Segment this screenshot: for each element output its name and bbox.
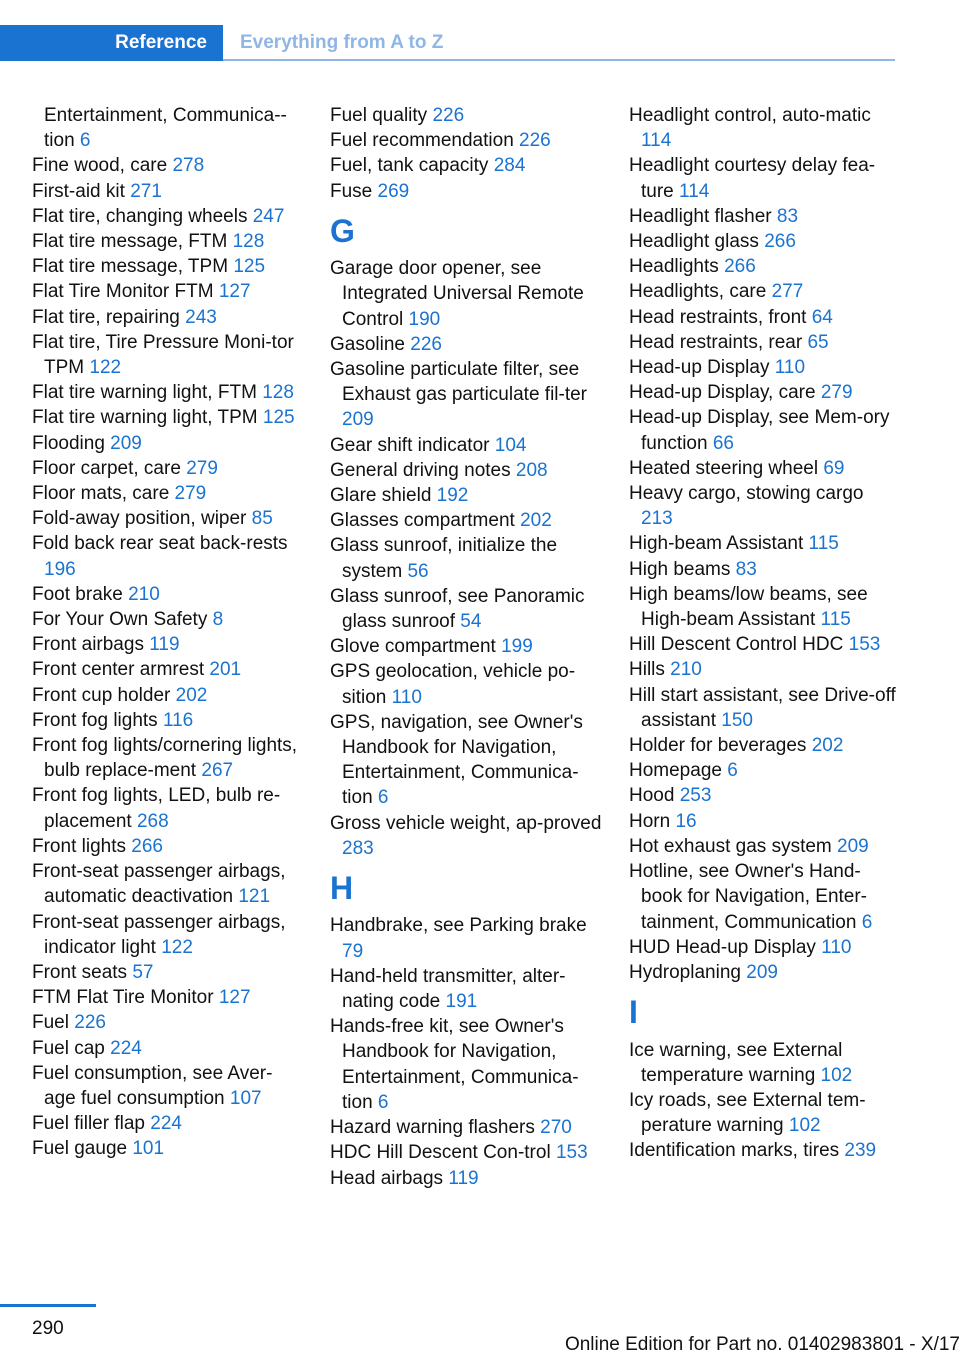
index-entry-text: Flat tire message, FTM [32,231,228,253]
index-entry-text: Gasoline particulate filter, see Exhaust gas particulate fil-ter [330,359,588,406]
index-entry-text: Front-seat passenger airbags, automatic deactivation [32,861,286,908]
index-entry [32,405,302,430]
index-entry [32,254,302,279]
index-entry-text: Foot brake [32,583,123,605]
index-entry [32,179,302,204]
index-page-link[interactable]: 153 [555,1142,588,1164]
index-entry-text: Head restraints, front [629,306,807,328]
index-entry-text: Fuel, tank capacity [330,155,489,177]
index-page-link[interactable]: 196 [44,558,76,580]
index-letter-heading: G [330,212,355,249]
index-page-link[interactable]: 266 [764,231,796,253]
index-entry [629,355,899,380]
index-entry-text: Headlight flasher [629,205,772,227]
index-page-link[interactable]: 202 [520,510,552,532]
index-entry-text: Front airbags [32,634,144,656]
index-entry [32,657,302,682]
index-entry [629,380,899,405]
index-entry-text: Fuel [32,1012,69,1034]
index-entry [330,128,605,153]
index-entry [32,1111,302,1136]
index-entry-text: For Your Own Safety [32,609,208,631]
index-page-link[interactable]: 6 [861,911,873,933]
index-entry [32,153,302,178]
index-page-link[interactable]: 54 [460,611,482,633]
index-entry [32,985,302,1010]
index-entry [330,634,605,659]
index-entry-text: Flat Tire Monitor FTM [32,281,214,303]
index-entry [32,103,302,153]
index-page-link[interactable]: 210 [670,659,702,681]
index-page-link[interactable]: 122 [89,357,122,379]
index-entry [629,405,899,455]
index-entry [32,456,302,481]
index-entry-text: Front cup holder [32,684,171,706]
index-entry-text: Fuel consumption, see Aver-age fuel consumption [32,1062,273,1109]
index-entry-text: Front fog lights [32,709,158,731]
index-page-link[interactable]: 6 [377,1091,389,1113]
index-entry [330,964,605,1014]
index-entry-text: Glare shield [330,485,432,507]
index-page-link[interactable]: 102 [788,1115,821,1137]
index-entry-text: HDC Hill Descent Con-trol [330,1142,551,1164]
index-entry-text: Fuse [330,180,373,202]
index-page-link[interactable]: 101 [132,1138,165,1160]
index-page-link[interactable]: 114 [641,130,672,152]
index-page-link[interactable]: 128 [232,231,265,253]
index-page-link[interactable]: 271 [130,180,162,202]
index-page-link[interactable]: 85 [251,508,273,530]
index-entry-text: Fuel recommendation [330,130,514,152]
index-entry-text: Glasses compartment [330,510,515,532]
index-page-link[interactable]: 243 [185,306,217,328]
index-entry-text: Headlight control, auto-matic [629,105,871,126]
index-entry [330,710,605,811]
index-entry [32,506,302,531]
index-entry [330,332,605,357]
index-entry-text: Floor carpet, care [32,457,181,479]
index-page-link[interactable]: 6 [79,130,91,152]
index-entry [330,256,605,332]
index-page-link[interactable]: 209 [746,961,778,983]
index-page-link[interactable]: 284 [493,155,526,177]
index-entry-text: Horn [629,810,671,832]
index-entry [32,305,302,330]
index-entry [32,1136,302,1161]
index-page-link[interactable]: 226 [410,333,442,355]
index-page-link[interactable]: 6 [727,760,738,782]
index-column-3 [629,103,899,1164]
index-entry [629,809,899,834]
index-entry-text: Gear shift indicator [330,434,490,456]
index-page-link[interactable]: 279 [174,483,207,505]
index-entry-text: Front fog lights/cornering lights, bulb replace-ment [32,735,298,782]
index-page-link[interactable]: 247 [252,205,285,227]
index-entry-text: Homepage [629,760,722,782]
index-entry [629,683,899,733]
index-entry-text: Handbrake, see Parking brake [330,915,587,937]
index-entry [629,1088,899,1138]
index-page-link[interactable]: 268 [136,810,169,832]
index-entry [629,783,899,808]
index-entry [629,254,899,279]
index-entry-text: Flat tire, repairing [32,306,180,328]
index-entry [629,531,899,556]
index-entry-text: Flat tire warning light, FTM [32,382,257,404]
index-entry-text: Hands-free kit, see Owner's Handbook for Navigation, Entertainment, Communica-tion [330,1016,579,1113]
index-entry-text: Fuel filler flap [32,1113,145,1135]
index-entry-text: Fold back rear seat back-rests [32,533,288,555]
index-entry-text: High-beam Assistant [629,533,804,555]
index-page-link[interactable]: 66 [712,432,734,454]
index-column-1 [32,103,302,1162]
index-entry-text: Gross vehicle weight, ap-proved [330,812,602,834]
index-page-link[interactable]: 202 [175,684,208,706]
index-entry [330,1014,605,1115]
index-entry [32,708,302,733]
index-page-link[interactable]: 209 [837,835,869,857]
index-page-link[interactable]: 110 [821,936,852,958]
index-letter-heading: H [330,870,354,907]
index-page-link[interactable]: 56 [407,560,429,582]
index-entry [629,103,899,153]
index-page-link[interactable]: 224 [150,1113,182,1135]
index-entry [32,632,302,657]
index-page-link[interactable]: 110 [391,686,422,708]
index-entry-text: Headlights [629,256,719,278]
index-page-link[interactable]: 65 [807,331,829,353]
index-entry-text: Front lights [32,835,126,857]
index-entry-text: Headlight glass [629,231,759,253]
index-entry-text: Glass sunroof, see Panoramic glass sunroof [330,585,585,633]
index-page-link[interactable]: 107 [229,1087,262,1109]
index-entry-text: Ice warning, see External temperature warning [629,1039,843,1086]
index-entry [629,153,899,203]
index-entry-text: Holder for beverages [629,735,807,757]
index-entry-text: Fuel quality [330,105,428,126]
index-entry-text: Hydroplaning [629,961,741,983]
index-page-link[interactable]: 213 [641,508,673,530]
index-page-link[interactable]: 201 [209,659,242,681]
index-page-link[interactable]: 278 [172,155,205,177]
index-entry-text: Hills [629,659,665,681]
index-page-link[interactable]: 83 [776,205,799,227]
index-entry [330,458,605,483]
index-entry [330,357,605,433]
index-page-link[interactable]: 191 [445,991,478,1013]
index-page-link[interactable]: 192 [436,485,469,507]
index-entry-text: GPS geolocation, vehicle po-sition [330,661,576,708]
index-entry [629,204,899,229]
index-page-link[interactable]: 128 [262,382,294,404]
index-entry [32,683,302,708]
index-page-link[interactable]: 224 [110,1037,142,1059]
index-entry [629,557,899,582]
index-entry [32,582,302,607]
index-page-link[interactable]: 226 [432,105,465,126]
index-page-link[interactable]: 269 [377,180,410,202]
index-entry [330,483,605,508]
index-entry [32,204,302,229]
index-entry-text: Head-up Display [629,357,770,379]
index-entry [629,758,899,783]
index-entry-text: Front fog lights, LED, bulb re-placement [32,785,281,832]
index-page-link[interactable]: 116 [162,709,194,731]
index-page-link[interactable]: 122 [161,936,193,958]
index-entry-text: Front center armrest [32,659,205,681]
index-page-link[interactable]: 127 [218,987,251,1009]
index-entry [32,783,302,833]
index-entry [330,1115,605,1140]
index-entry [629,582,899,632]
index-entry-text: Headlights, care [629,281,767,303]
index-entry [32,910,302,960]
index-entry-text: Fine wood, care [32,155,168,177]
index-column-2 [330,103,605,1191]
index-page-link[interactable]: 127 [218,281,251,303]
index-entry [629,834,899,859]
edition-footer: Online Edition for Part no. 01402983801 - X/17 [564,1334,960,1355]
index-page-link[interactable]: 283 [342,837,374,859]
index-entry-text: Hot exhaust gas system [629,835,832,857]
index-entry [330,153,605,178]
index-entry [330,1140,605,1165]
index-page-link[interactable]: 202 [811,735,844,757]
index-entry-text: Head-up Display, see Mem-ory function [629,407,890,454]
header-divider [223,59,895,61]
index-page-link[interactable]: 102 [820,1064,853,1086]
index-entry [330,1166,605,1191]
index-page-link[interactable]: 110 [774,357,806,379]
index-entry-text: Garage door opener, see Integrated Universal Remote Control [330,258,584,330]
index-page-link[interactable]: 16 [675,810,697,832]
index-entry-text: Heavy cargo, stowing cargo [629,483,864,505]
index-entry-text: Hill start assistant, see Drive-off assistant [629,684,896,731]
index-entry-text: Identification marks, tires [629,1140,840,1162]
index-entry-text: Fuel cap [32,1037,105,1059]
index-entry-text: Headlight courtesy delay fea-ture [629,155,876,202]
index-entry [629,279,899,304]
index-entry-text: Floor mats, care [32,483,170,505]
index-entry-text: HUD Head-up Display [629,936,816,958]
index-entry [629,330,899,355]
index-page-link[interactable]: 83 [735,558,757,580]
index-entry-text: Hood [629,785,675,807]
index-entry-text: Flat tire, Tire Pressure Moni-tor TPM [32,331,294,379]
index-entry-text: Icy roads, see External tem-perature warning [629,1089,866,1137]
page-number-rule [0,1304,96,1307]
index-entry-text: High beams [629,558,731,580]
index-page-link[interactable]: 153 [848,634,881,656]
tab-reference[interactable] [0,25,223,61]
index-entry [629,960,899,985]
index-page-link[interactable]: 190 [408,308,441,330]
index-entry-text: Hotline, see Owner's Hand-book for Navigation, Enter-tainment, Communication [629,861,868,933]
index-entry [32,1061,302,1111]
tab-everything-a-to-z-label: Everything from A to Z [240,32,444,53]
index-page-link[interactable]: 121 [238,886,271,908]
index-entry-text: Flooding [32,432,105,454]
index-entry [32,859,302,909]
index-entry [629,305,899,330]
index-page-link[interactable]: 279 [820,382,853,404]
index-entry-text: Heated steering wheel [629,457,819,479]
index-entry [629,859,899,935]
index-entry-text: High beams/low beams, see High-beam Assistant [629,583,868,631]
index-entry [629,935,899,960]
index-entry-text: Front-seat passenger airbags, indicator light [32,911,286,958]
index-entry [629,481,899,531]
index-entry-text: Fold-away position, wiper [32,508,247,530]
index-entry [330,913,605,963]
index-entry [32,834,302,859]
index-entry [32,1036,302,1061]
index-entry-text: Gasoline [330,333,405,355]
index-entry [629,733,899,758]
index-entry-text: First-aid kit [32,180,125,202]
index-page-link[interactable]: 209 [110,432,142,454]
index-entry [32,531,302,581]
index-entry [330,659,605,709]
index-entry-text: Hazard warning flashers [330,1117,535,1139]
index-entry [32,279,302,304]
index-page-link[interactable]: 114 [679,180,710,202]
index-entry-text: Hand-held transmitter, alter-nating code [330,965,566,1013]
index-page-link[interactable]: 199 [501,636,533,658]
index-entry [330,179,605,204]
index-page-link[interactable]: 226 [74,1012,106,1034]
index-entry [32,733,302,783]
index-entry-text: Glove compartment [330,636,496,658]
index-entry-text: FTM Flat Tire Monitor [32,987,214,1009]
index-entry-text: Head restraints, rear [629,331,803,353]
index-entry [330,433,605,458]
page-number: 290 [32,1318,64,1339]
index-entry [32,380,302,405]
index-page-link[interactable]: 125 [262,407,295,429]
index-page-link[interactable]: 69 [823,457,845,479]
index-page-link[interactable]: 267 [201,760,234,782]
index-page-link[interactable]: 79 [342,940,364,962]
index-page-link[interactable]: 115 [820,609,851,631]
index-page-link[interactable]: 115 [808,533,839,555]
index-entry-text: Flat tire message, TPM [32,256,229,278]
index-entry-text: Flat tire warning light, TPM [32,407,258,429]
index-entry [32,960,302,985]
index-page-link[interactable]: 239 [844,1140,877,1162]
index-entry-text: GPS, navigation, see Owner's Handbook for Navigation, Entertainment, Communica-tion [330,711,583,809]
header-bar [0,25,895,61]
index-page-link[interactable]: 253 [679,785,712,807]
index-entry [32,1010,302,1035]
index-page-link[interactable]: 279 [186,457,218,479]
index-page-link[interactable]: 104 [494,434,527,456]
index-page-link[interactable]: 119 [448,1167,479,1189]
tab-everything-a-to-z[interactable] [240,25,443,61]
index-page-link[interactable]: 125 [233,256,266,278]
index-entry [32,431,302,456]
index-page-link[interactable]: 210 [128,583,160,605]
index-page-link[interactable]: 64 [811,306,833,328]
index-page-link[interactable]: 57 [132,961,154,983]
index-entry-text: Head airbags [330,1167,444,1189]
index-page-link[interactable]: 150 [721,709,753,731]
index-entry [330,533,605,583]
index-entry [32,229,302,254]
index-entry [629,1138,899,1163]
index-entry-text: Head-up Display, care [629,382,816,404]
index-page-link[interactable]: 6 [377,787,389,809]
index-entry-text: Entertainment, Communica-tion [44,105,287,152]
index-entry [629,632,899,657]
index-entry-text: Flat tire, changing wheels [32,205,248,227]
index-entry-text: General driving notes [330,459,511,481]
index-entry-text: Fuel gauge [32,1138,128,1160]
index-entry-text: Front seats [32,961,128,983]
index-entry [32,481,302,506]
index-page-link[interactable]: 226 [519,130,551,152]
tab-reference-label: Reference [115,32,207,53]
index-entry [330,811,605,861]
index-page-link[interactable]: 208 [515,459,548,481]
index-entry-text: Hill Descent Control HDC [629,634,844,656]
index-entry [32,607,302,632]
index-entry [629,1038,899,1088]
index-page-link[interactable]: 266 [724,256,756,278]
index-page-link[interactable]: 270 [540,1117,572,1139]
index-page-link[interactable]: 119 [149,634,180,656]
index-entry [629,657,899,682]
index-entry [330,508,605,533]
index-entry [629,229,899,254]
index-entry [32,330,302,380]
index-entry [330,584,605,634]
index-entry-text: Glass sunroof, initialize the system [330,535,558,582]
index-entry [330,103,605,128]
index-page-link[interactable]: 8 [212,609,224,631]
index-page-link[interactable]: 266 [131,835,163,857]
index-page-link[interactable]: 277 [771,281,804,303]
index-entry [629,456,899,481]
index-page-link[interactable]: 209 [342,409,374,431]
index-letter-heading: I [629,994,638,1031]
